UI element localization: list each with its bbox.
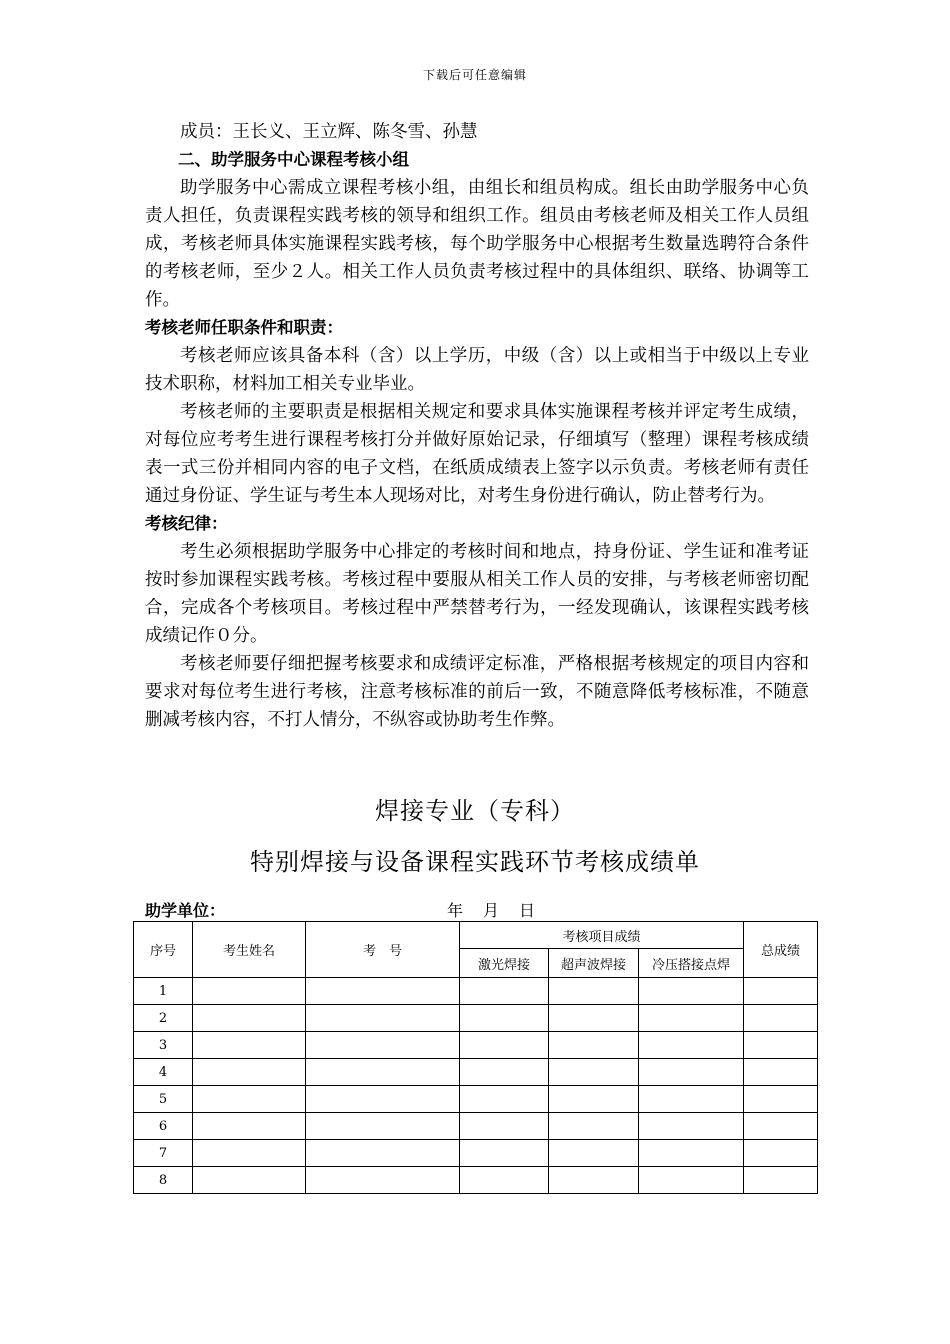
grade-table — [133, 921, 818, 1194]
table-row — [134, 978, 818, 1005]
cell-cold-press — [639, 1140, 744, 1167]
cell-name — [193, 1059, 306, 1086]
cell-name — [193, 1032, 306, 1059]
cell-total — [744, 1167, 818, 1194]
header-item-ultrasonic: 超声波焊接 — [549, 949, 639, 978]
table-row — [134, 1005, 818, 1032]
header-item-laser: 激光焊接 — [460, 949, 549, 978]
row-seq: 7 — [134, 1140, 193, 1167]
row-seq: 6 — [134, 1113, 193, 1140]
form-title-major: 焊接专业（专科） — [375, 797, 575, 825]
cell-cold-press — [639, 1032, 744, 1059]
cell-name — [193, 1113, 306, 1140]
members-line: 成员：王长义、王立辉、陈冬雪、孙慧 — [180, 122, 478, 142]
cell-id — [306, 1167, 460, 1194]
date-label: 年 月 日 — [447, 901, 538, 920]
cell-total — [744, 1059, 818, 1086]
cell-name — [193, 1005, 306, 1032]
row-seq: 5 — [134, 1086, 193, 1113]
header-id: 考 号 — [306, 922, 460, 978]
table-row — [134, 1059, 818, 1086]
cell-total — [744, 1113, 818, 1140]
cell-laser — [460, 1005, 549, 1032]
cell-cold-press — [639, 1113, 744, 1140]
teacher-heading: 考核老师任职条件和职责： — [145, 318, 343, 337]
cell-laser — [460, 1086, 549, 1113]
cell-ultrasonic — [549, 1113, 639, 1140]
cell-cold-press — [639, 1005, 744, 1032]
cell-cold-press — [639, 978, 744, 1005]
discipline-paragraph-2: 考核老师要仔细把握考核要求和成绩评定标准，严格根据考核规定的项目内容和要求对每位考生进行考核，注意考核标准的前后一致，不随意降低考核标准，不随意删减考核内容，不打人情分，不纵容或协助考生作弊。 — [145, 654, 809, 730]
cell-total — [744, 1140, 818, 1167]
header-item-cold-press: 冷压搭接点焊 — [639, 949, 744, 978]
table-row — [134, 1113, 818, 1140]
row-seq: 1 — [134, 978, 193, 1005]
row-seq: 2 — [134, 1005, 193, 1032]
document-body — [145, 118, 809, 734]
cell-ultrasonic — [549, 1167, 639, 1194]
cell-name — [193, 1167, 306, 1194]
cell-cold-press — [639, 1086, 744, 1113]
row-seq: 3 — [134, 1032, 193, 1059]
cell-name — [193, 978, 306, 1005]
cell-cold-press — [639, 1167, 744, 1194]
cell-id — [306, 1059, 460, 1086]
table-row — [134, 1086, 818, 1113]
row-seq: 8 — [134, 1167, 193, 1194]
cell-laser — [460, 1059, 549, 1086]
header-total: 总成绩 — [744, 922, 818, 978]
cell-ultrasonic — [549, 1032, 639, 1059]
teacher-paragraph-2: 考核老师的主要职责是根据相关规定和要求具体实施课程考核并评定考生成绩，对每位应考考生进行课程考核打分并做好原始记录，仔细填写（整理）课程考核成绩表一式三份并相同内容的电子文档，在纸质成绩表上签字以示负责。考核老师有责任通过身份证、学生证与考生本人现场对比，对考生身份进行确认，防止替考行为。 — [145, 402, 809, 506]
header-seq: 序号 — [134, 922, 193, 978]
cell-total — [744, 1032, 818, 1059]
cell-total — [744, 978, 818, 1005]
cell-id — [306, 1113, 460, 1140]
header-name: 考生姓名 — [193, 922, 306, 978]
section2-paragraph: 助学服务中心需成立课程考核小组，由组长和组员构成。组长由助学服务中心负责人担任，负责课程实践考核的领导和组织工作。组员由考核老师及相关工作人员组成，考核老师具体实施课程实践考核，每个助学服务中心根据考生数量选聘符合条件的考核老师，至少２人。相关工作人员负责考核过程中的具体组织、联络、协调等工作。 — [145, 178, 809, 310]
cell-id — [306, 1140, 460, 1167]
cell-name — [193, 1140, 306, 1167]
cell-laser — [460, 1167, 549, 1194]
cell-laser — [460, 1140, 549, 1167]
discipline-heading: 考核纪律： — [145, 514, 228, 533]
cell-ultrasonic — [549, 1086, 639, 1113]
table-row — [134, 1032, 818, 1059]
cell-ultrasonic — [549, 1059, 639, 1086]
cell-total — [744, 1086, 818, 1113]
cell-laser — [460, 1113, 549, 1140]
cell-laser — [460, 978, 549, 1005]
cell-ultrasonic — [549, 1005, 639, 1032]
unit-label: 助学单位： — [145, 901, 226, 920]
cell-total — [744, 1005, 818, 1032]
teacher-paragraph-1: 考核老师应该具备本科（含）以上学历，中级（含）以上或相当于中级以上专业技术职称，材料加工相关专业毕业。 — [145, 346, 809, 394]
cell-id — [306, 1032, 460, 1059]
cell-id — [306, 978, 460, 1005]
cell-laser — [460, 1032, 549, 1059]
cell-ultrasonic — [549, 978, 639, 1005]
cell-cold-press — [639, 1059, 744, 1086]
page-header-note: 下载后可任意编辑 — [422, 68, 527, 82]
row-seq: 4 — [134, 1059, 193, 1086]
cell-name — [193, 1086, 306, 1113]
cell-ultrasonic — [549, 1140, 639, 1167]
discipline-paragraph-1: 考生必须根据助学服务中心排定的考核时间和地点，持身份证、学生证和准考证按时参加课程实践考核。考核过程中要服从相关工作人员的安排，与考核老师密切配合，完成各个考核项目。考核过程中严禁替考行为，一经发现确认，该课程实践考核成绩记作０分。 — [145, 542, 809, 646]
table-row — [134, 1140, 818, 1167]
table-row — [134, 1167, 818, 1194]
unit-date-line — [145, 898, 809, 922]
cell-id — [306, 1005, 460, 1032]
header-items-group: 考核项目成绩 — [460, 922, 744, 949]
cell-id — [306, 1086, 460, 1113]
form-title-sheet: 特别焊接与设备课程实践环节考核成绩单 — [250, 848, 700, 876]
section2-heading: 二、助学服务中心课程考核小组 — [178, 150, 409, 169]
